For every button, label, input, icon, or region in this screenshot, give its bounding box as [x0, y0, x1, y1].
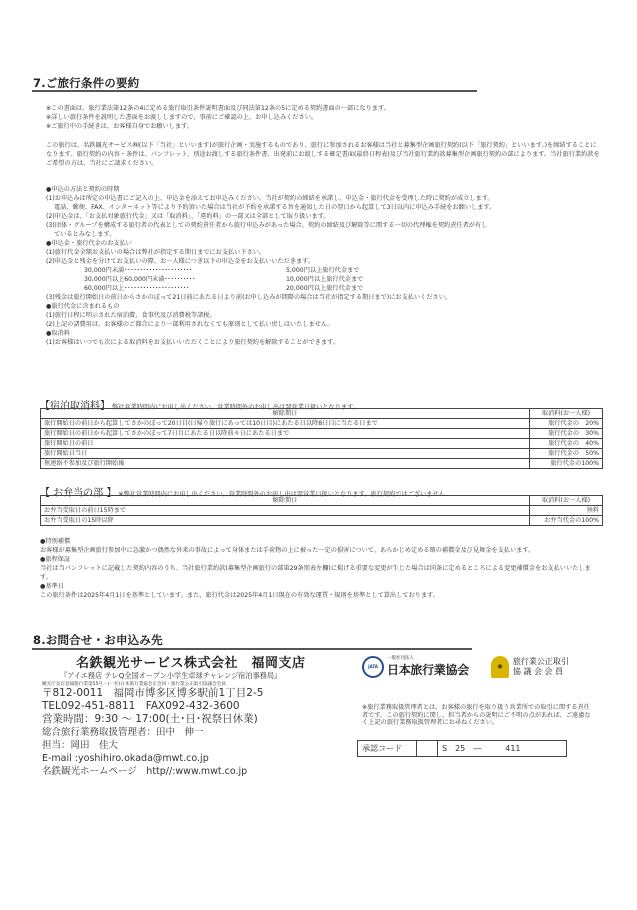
approval-code-box: [357, 740, 567, 757]
phone-fax: TEL092-451-8811 FAX092-432-3600: [42, 700, 240, 712]
period-cell: お弁当受取日の前日15時まで: [41, 506, 530, 516]
office-subtitle: 『アイエ務店 テレQ全国オープン小学生卓球チャレンジ宿泊事務局』: [60, 671, 282, 680]
header-period: 解除期日: [41, 496, 530, 506]
disclaimer-notes: [46, 104, 606, 131]
itinerary-guarantee-text: 当社は当パンフレットに記載した契約内容のうち、当社旅行業約款(募集型企画旅行の部第29条別表左欄)に掲げる重要な変更が生じた場合は同条に定めるところによる変更補償金をお支払いいたします。: [40, 565, 591, 581]
cancellation-heading: ●取消料: [46, 330, 70, 337]
fee-cell: 旅行代金の 20%: [530, 419, 603, 429]
note-line: ※ご旅行中の手続きは、お客様自身でお願いします。: [46, 123, 193, 130]
fee-cell: 旅行代金の 40%: [530, 439, 603, 449]
application-item: (1)お申込みは所定の申込書にご記入の上、申込金を添えてお申込みください。当社が契約の締結を承諾し、申込金・旅行代金を受理した時に契約が成立します。: [46, 195, 494, 202]
application-item: (3)団体・グループを構成する旅行者の代表としての契約責任者から旅行申込みがあった場合、契約の締結及び解除等に関する一切の代理権を契約責任者が有し: [46, 222, 488, 229]
tier-deposit: 5,000円以上旅行代金まで: [286, 267, 360, 274]
cancellation-item: (1)お客様はいつでも次による取消料をお支払いいただくことにより旅行契約を解除することができます。: [46, 339, 339, 346]
contact-person: 担当：岡田 佳大: [42, 740, 119, 751]
jata-mark-icon: JATA: [362, 656, 384, 678]
period-cell: 旅行開始日の前日から起算してさかのぼって7日目にあたる日以降前々日にあたる日まで: [41, 429, 530, 439]
header-fee: 取消料(お一人様): [530, 409, 603, 419]
base-date-heading: ●基準日: [40, 583, 64, 590]
bento-table-note: ※弊社営業時間内にお申し出ください。営業時間外のお申し出は翌営業日扱いとなります。旅行契約ではございません: [118, 491, 445, 498]
header-fee: 取消料(お一人様): [530, 496, 603, 506]
jata-logo: [362, 655, 469, 678]
bento-table-label: 【 お弁当の部 】: [40, 488, 117, 499]
approval-code-blank: [417, 741, 438, 756]
association-logos: [362, 655, 569, 678]
company-name: 名鉄観光サービス株式会社 福岡支店: [76, 656, 306, 671]
lodging-cancellation-table: [40, 408, 603, 469]
section7-title: 7.ご旅行条件の要約: [33, 76, 140, 90]
deposit-tier: [46, 275, 606, 284]
application-item: 電話、郵便、FAX、インターネット等により予約頂いた場合は当社が予約を承諾する旨を通知した日の翌日から起算して3日以内に申込み手続をお願いします。: [54, 204, 496, 211]
jata-small-label: 一般社団法人: [387, 656, 414, 661]
approval-code-label: 承認コード: [358, 741, 417, 756]
contact-block: [42, 652, 306, 778]
lodging-table-label: 【宿泊取消料】: [40, 401, 110, 412]
email-link[interactable]: E-mail :yoshihiro.okada@mwt.co.jp: [42, 753, 209, 764]
fee-cell: 旅行代金の 30%: [530, 429, 603, 439]
period-cell: お弁当受取日の15時以降: [41, 516, 530, 526]
table-row: [41, 506, 603, 516]
tier-deposit: 20,000円以上旅行代金まで: [286, 285, 364, 292]
tier-range: 60,000円以上･････････････････････: [84, 285, 190, 292]
intro-paragraph: この旅行は、名鉄観光サービス㈱(以下「当社」といいます)が旅行企画・実施するものであり、旅行に参加されるお客様は当社と募集型企画旅行契約(以下「旅行契約」といいます。)を締結することになります。旅行契約の内容・条件は、パンフレット、別途お渡しする旅行条件書、出発前にお渡しする確定書面(最終日程表)及び当社旅行業約款募集型企画旅行契約の部によります。当社旅行業約款をご希望の方は、当社にご請求ください。: [46, 142, 600, 167]
itinerary-guarantee-heading: ●旅程保証: [40, 556, 71, 563]
deposit-tier: [46, 284, 606, 293]
base-date-text: この旅行条件は2025年4月1日を基準としています。また、旅行代金は2025年4月1日現在の有効な運賃・規則を基準として算出しております。: [40, 592, 439, 599]
payment-balance: (3)残金は旅行開始日の前日からさかのぼって21日前にあたる日より前(お申し込みが間際の場合は当社が指定する期日まで)にお支払いください。: [46, 294, 452, 301]
application-heading: ●申込の方法と契約の時期: [46, 186, 120, 193]
section8-title: 8.お問合せ・お申込み先: [33, 633, 163, 647]
homepage-link[interactable]: 名鉄観光ホームページ http//:www.mwt.co.jp: [42, 766, 248, 777]
special-compensation-heading: ●特別補償: [40, 538, 71, 545]
table-header-row: [41, 409, 603, 419]
application-item: ているとみなします。: [54, 231, 116, 238]
fee-cell: 旅行代金の 50%: [530, 449, 603, 459]
period-cell: 旅行開始日の前日から起算してさかのぼって20日目(日帰り旅行にあっては10日目)にあたる日以降8日目に当たる日まで: [41, 419, 530, 429]
period-cell: 無連絡不参加及び旅行開始後: [41, 459, 530, 469]
special-compensation-text: お客様が募集型企画旅行参加中に急激かつ偶然な外来の事故によって身体または手荷物の上に被った一定の損害について、あらかじめ定める額の補償金及び見舞金を支払います。: [40, 547, 535, 554]
jata-name: 日本旅行業協会: [387, 663, 469, 677]
fee-cell: 無料: [530, 506, 603, 516]
fair-trade-line2: 協 議 会 会 員: [512, 666, 564, 676]
included-heading: ●旅行代金に含まれるもの: [46, 303, 120, 310]
table-row: [41, 459, 603, 469]
lodging-table-note: 弊社営業時間内にお申し出ください。営業時間外のお申し出は翌営業日扱いとなります。: [111, 404, 359, 411]
tier-range: 30,000円未満･･････････････････････: [84, 267, 193, 274]
included-item: (2)上記の諸費用は、お客様のご都合により一部利用されなくても原則として払い戻しはいたしません。: [46, 321, 334, 328]
application-section: [46, 185, 606, 239]
period-cell: 旅行開始日当日: [41, 449, 530, 459]
table-row: [41, 449, 603, 459]
payment-section: [46, 239, 606, 347]
tier-range: 30,000円以上60,000円未満･･････････: [84, 276, 196, 283]
compensation-section: [40, 537, 600, 600]
travel-manager: 総合旅行業務取扱管理者：田中 伸一: [42, 727, 204, 738]
address: 〒812-0011 福岡市博多区博多駅前1丁目2-5: [42, 687, 264, 699]
fee-cell: 旅行代金の100%: [530, 459, 603, 469]
business-hours: 営業時間：9:30 ～ 17:00(土･日･祝祭日休業): [42, 713, 258, 725]
approval-code-value: S 25 ― 411: [442, 744, 521, 753]
note-line: ※この書面は、旅行業法第12条の4に定める旅行取引条件説明書面及び同法第12条の5に定める契約書面の一部になります。: [46, 105, 390, 112]
registration-info: 観光庁長官登録旅行業第55号・(一社)日本旅行業協会正会員・旅行業公正取引協議会会員: [42, 682, 226, 687]
manager-note: ※旅行業務取扱管理者とは、お客様の旅行を取り扱う営業所での取引に関する責任者です。この旅行契約に関し、担当者からの説明にご不明の点があれば、ご遠慮なく上記の旅行業務取扱管理者にお尋ねください。: [362, 704, 591, 727]
application-item: (2)申込金は、「お支払対象旅行代金」又は「取消料」、「違約料」の一部又は全部として取り扱います。: [46, 213, 330, 220]
payment-item: (2)申込金と残金を分けてお支払いの際、お一人様につき以下の申込金をお支払いいただきます。: [46, 258, 315, 265]
tier-deposit: 10,000円以上旅行代金まで: [286, 276, 364, 283]
payment-item: (1)旅行代金全額お支払いの場合は弊社が指定する期日までにお支払い下さい。: [46, 249, 266, 256]
section8-divider: [32, 648, 472, 650]
fee-cell: お弁当代金の100%: [530, 516, 603, 526]
section7-divider: [32, 90, 477, 92]
header-period: 解除期日: [41, 409, 530, 419]
deposit-tier: [46, 266, 606, 275]
fair-trade-logo: [491, 656, 569, 678]
fair-trade-badge-icon: ◉: [491, 656, 509, 678]
included-item: (1)旅行日程に明示された宿泊費、食事代及び消費税等諸税。: [46, 312, 216, 319]
table-row: [41, 429, 603, 439]
table-row: [41, 419, 603, 429]
note-line: ※詳しい旅行条件を説明した書面をお渡ししますので、事前にご確認の上、お申し込みください。: [46, 114, 318, 121]
table-header-row: [41, 496, 603, 506]
bento-cancellation-table: [40, 495, 603, 526]
payment-heading: ●申込金・旅行代金のお支払い: [46, 240, 132, 247]
table-row: [41, 516, 603, 526]
table-row: [41, 439, 603, 449]
period-cell: 旅行開始日の前日: [41, 439, 530, 449]
fair-trade-line1: 旅行業公正取引: [512, 656, 569, 666]
